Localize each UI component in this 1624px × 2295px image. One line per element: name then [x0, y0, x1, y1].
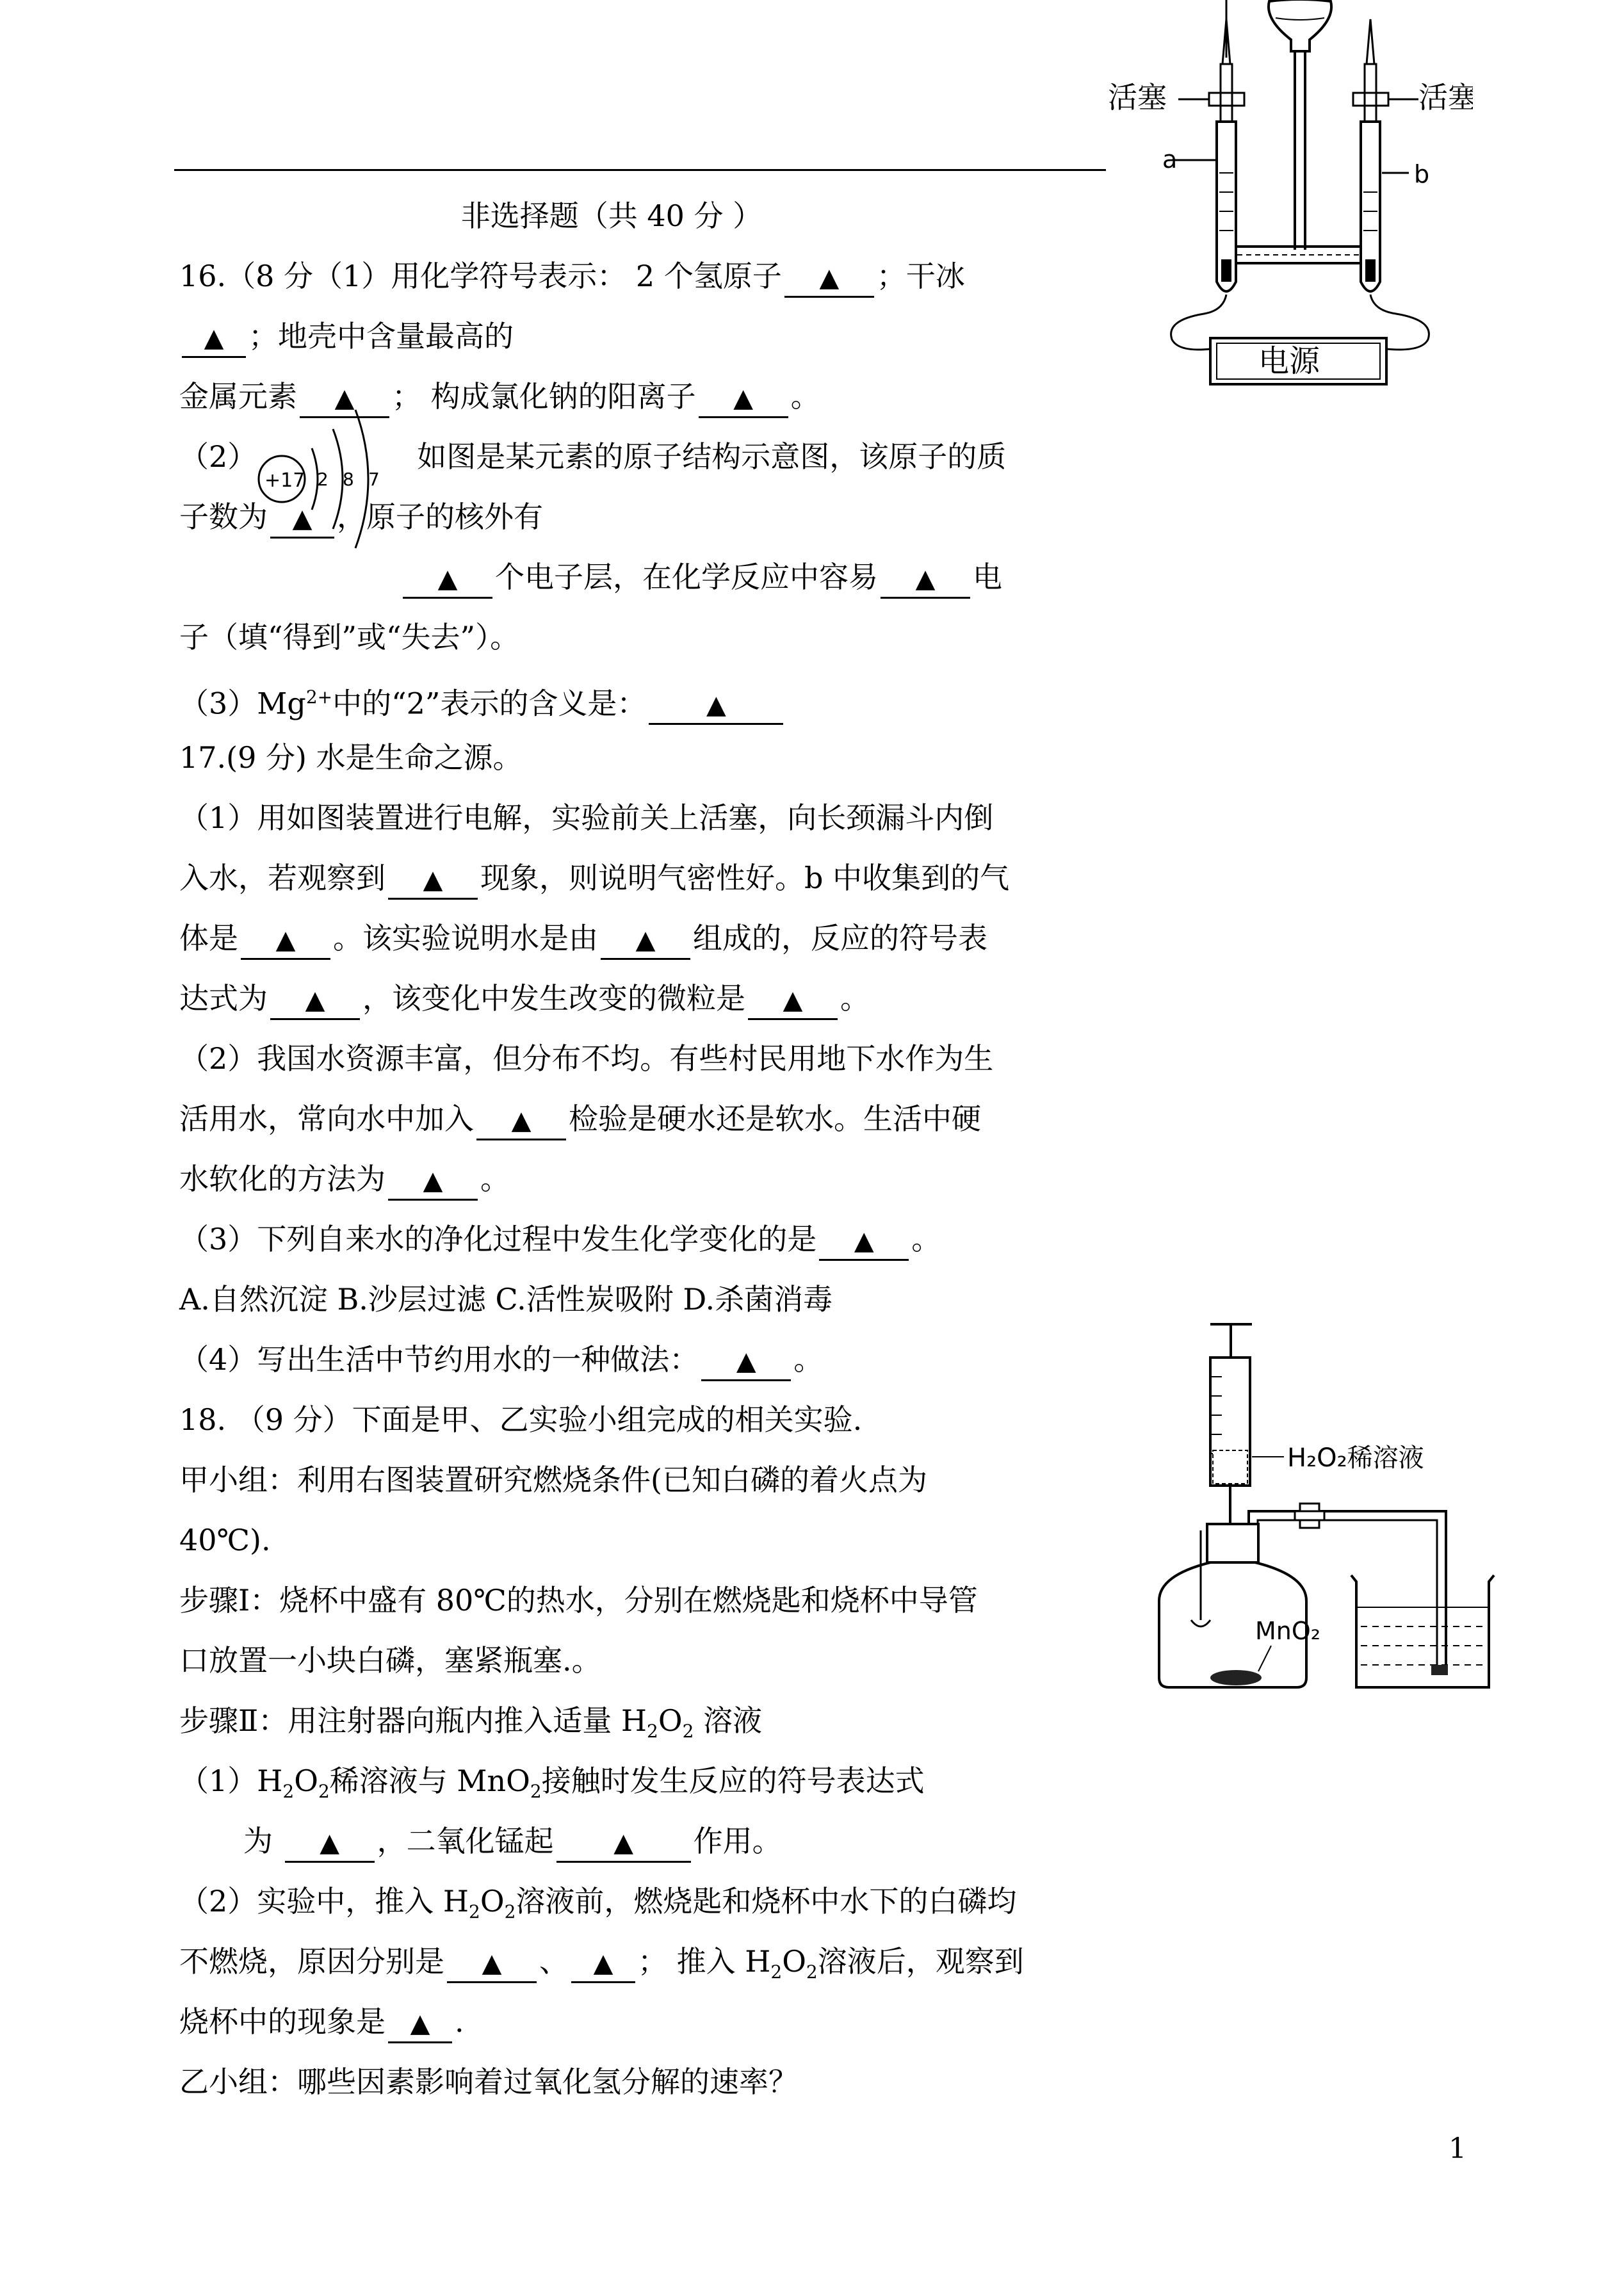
answer-blank[interactable]: ▲ — [784, 258, 874, 298]
q18-line-9: （2）实验中，推入 $H_2O_2$溶液前，燃烧匙和烧杯中水下的白磷均 — [179, 1884, 1017, 1923]
q17-line-4: 体是 ▲ 。该实验说明水是由 ▲ 组成的，反应的符号表 — [179, 908, 1101, 968]
electrolysis-apparatus-figure — [1089, 0, 1473, 397]
q18-line-2: 甲小组：利用右图装置研究燃烧条件(已知白磷的着火点为 — [179, 1463, 927, 1497]
q18-line-8: 为 ▲ ，二氧化锰起 ▲ 作用。 — [179, 1811, 1101, 1871]
q17-line-1: 17.(9 分) 水是生命之源。 — [179, 740, 523, 775]
q16-line-8: $(3)Mg^{2+}$中的“2”表示的含义是： ▲ — [179, 667, 1101, 727]
answer-blank[interactable]: ▲ — [476, 1101, 566, 1140]
answer-blank[interactable]: ▲ — [182, 318, 246, 358]
q17-line-2: （1）用如图装置进行电解，实验前关上活塞，向长颈漏斗内倒 — [179, 800, 994, 835]
combustion-apparatus-figure — [1140, 1319, 1498, 1697]
q18-line-11: 烧杯中的现象是 ▲ . — [179, 1991, 1101, 2052]
q17-line-6: （2）我国水资源丰富，但分布不均。有些村民用地下水作为生 — [179, 1041, 994, 1076]
answer-blank[interactable]: ▲ — [556, 1823, 691, 1863]
q17-line-11: （4）写出生活中节约用水的一种做法： ▲ 。 — [179, 1329, 1101, 1390]
answer-blank[interactable]: ▲ — [447, 1943, 537, 1983]
header-rule — [174, 169, 1106, 171]
question-text — [179, 186, 1101, 2112]
answer-blank[interactable]: ▲ — [881, 559, 970, 599]
shell-1-electrons: 2 — [317, 469, 329, 490]
tube-a-label: a — [1162, 145, 1178, 174]
q16-line-3: 金属元素 ▲ ； 构成氯化钠的阳离子 ▲ 。 — [179, 366, 1101, 426]
q18-line-3: 40℃). — [179, 1523, 271, 1557]
answer-blank[interactable]: ▲ — [285, 1823, 375, 1863]
answer-blank[interactable]: ▲ — [571, 1943, 635, 1983]
shell-3-electrons: 7 — [368, 469, 380, 490]
answer-blank[interactable]: ▲ — [819, 1221, 909, 1261]
q17-line-5: 达式为 ▲ ，该变化中发生改变的微粒是 ▲ 。 — [179, 968, 1101, 1028]
q16-line-7: 子（填“得到”或“失去”）。 — [179, 620, 520, 654]
q17-line-7: 活用水，常向水中加入 ▲ 检验是硬水还是软水。生活中硬 — [179, 1089, 1101, 1149]
left-valve-label: 活塞 — [1108, 80, 1167, 115]
q16-line-6: ▲ 个电子层，在化学反应中容易 ▲ 电 — [179, 547, 1101, 607]
q18-line-7: $(1)H_2O_2$稀溶液与 MnO$_2$接触时发生反应的符号表达式 — [179, 1764, 925, 1803]
q17-line-8: 水软化的方法为 ▲ 。 — [179, 1149, 1101, 1209]
answer-blank[interactable]: ▲ — [270, 980, 360, 1020]
h2o2-solution-label: H₂O₂稀溶液 — [1287, 1443, 1424, 1473]
q18-line-4: 步骤Ⅰ：烧杯中盛有 80℃的热水，分别在燃烧匙和烧杯中导管 — [179, 1583, 978, 1618]
q18-line-12: 乙小组：哪些因素影响着过氧化氢分解的速率？ — [179, 2064, 798, 2099]
nucleus-charge: +17 — [264, 469, 305, 492]
answer-blank[interactable]: ▲ — [388, 2004, 452, 2043]
q18-line-10: 不燃烧，原因分别是 ▲ 、 ▲ ； 推入 $H_2O_2$溶液后，观察到 — [179, 1944, 1024, 1983]
answer-blank[interactable]: ▲ — [388, 860, 478, 900]
answer-blank[interactable]: ▲ — [270, 499, 334, 539]
right-valve-label: 活塞 — [1418, 80, 1473, 115]
answer-blank[interactable]: ▲ — [241, 920, 330, 960]
q16-line-1: 16.（8 分（1）用化学符号表示： 2 个氢原子 ▲ ；干冰 — [179, 246, 1101, 306]
tube-b-label: b — [1414, 160, 1430, 188]
q18-line-1: 18. （9 分）下面是甲、乙实验小组完成的相关实验. — [179, 1402, 863, 1437]
q18-line-5: 口放置一小块白磷，塞紧瓶塞.。 — [179, 1643, 601, 1678]
answer-blank[interactable]: ▲ — [701, 1342, 791, 1381]
q18-line-6: 步骤Ⅱ：用注射器向瓶内推入适量 $H_2O_2$ 溶液 — [179, 1703, 763, 1742]
shell-2-electrons: 8 — [343, 469, 354, 490]
answer-blank[interactable]: ▲ — [649, 685, 783, 725]
section-title: 非选择题（共 40 分 ） — [460, 199, 763, 233]
q17-line-9: （3）下列自来水的净化过程中发生化学变化的是 ▲ 。 — [179, 1209, 1101, 1269]
answer-blank[interactable]: ▲ — [300, 378, 389, 418]
answer-blank[interactable]: ▲ — [403, 559, 492, 599]
q16-line-2: ▲ ；地壳中含量最高的 — [179, 306, 1101, 366]
answer-blank[interactable]: ▲ — [748, 980, 838, 1020]
q17-options: A.自然沉淀 B.沙层过滤 C.活性炭吸附 D.杀菌消毒 — [179, 1282, 833, 1317]
answer-blank[interactable]: ▲ — [388, 1161, 478, 1201]
page-number: 1 — [1449, 2132, 1466, 2165]
answer-blank[interactable]: ▲ — [699, 378, 788, 418]
answer-blank[interactable]: ▲ — [601, 920, 690, 960]
mno2-label: MnO₂ — [1255, 1617, 1321, 1645]
power-source-label: 电源 — [1258, 343, 1320, 379]
q17-line-3: 入水，若观察到 ▲ 现象，则说明气密性好。b 中收集到的气 — [179, 848, 1101, 908]
q16-line-4: （2） 如图是某元素的原子结构示意图，该原子的质 — [179, 439, 1007, 474]
q16-line-5: 子数为 ▲ ，原子的核外有 — [179, 487, 1101, 547]
